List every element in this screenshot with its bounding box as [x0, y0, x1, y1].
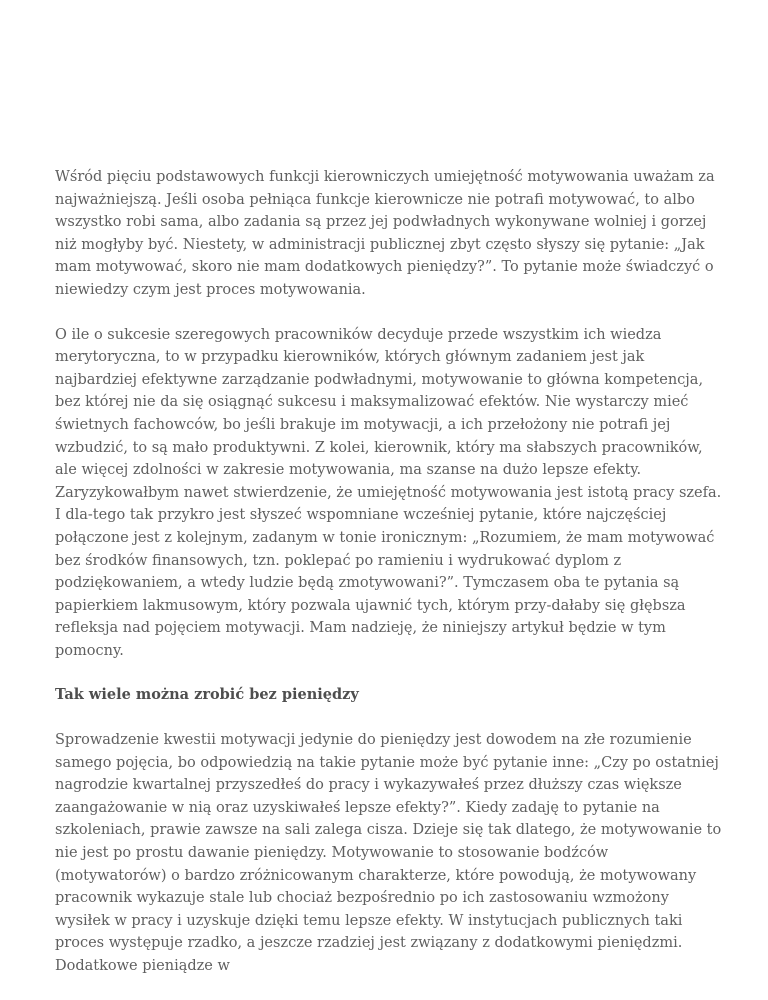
article-body	[55, 166, 723, 1000]
paragraph-money-motivation: Sprowadzenie kwestii motywacji jedynie do pieniędzy jest dowodem na złe rozumienie samego pojęcia, bo odpowiedzią na takie pytanie może być pytanie inne: „Czy po ostatniej nagrodzie kwartalnej przyszedłeś do pracy i wykazywałeś przez dłuższy czas większe zaangażowanie w nią oraz uzyskiwałeś lepsze efekty?”. Kiedy zadaję to pytanie na szkoleniach, prawie zawsze na sali zalega cisza. Dzieje się tak dlatego, że motywowanie to nie jest po prostu dawanie pieniędzy. Motywowanie to stosowanie bodźców (motywatorów) o bardzo zróżnicowanym charakterze, które powodują, że motywowany pracownik wykazuje stale lub chociaż bezpośrednio po ich zastosowaniu wzmożony wysiłek w pracy i uzyskuje dzięki temu lepsze efekty. W instytucjach publicznych taki proces występuje rzadko, a jeszcze rzadziej jest związany z dodatkowymi pieniędzmi. Dodatkowe pieniądze w	[55, 732, 722, 974]
section-heading: Tak wiele można zrobić bez pieniędzy	[55, 686, 359, 704]
paragraph-motivation-competence: O ile o sukcesie szeregowych pracowników decyduje przede wszystkim ich wiedza merytoryczna, to w przypadku kierowników, których głównym zadaniem jest jak najbardziej efektywne zarządzanie podwładnymi, motywowanie to główna kompetencja, bez której nie da się osiągnąć sukcesu i maksymalizować efektów. Nie wystarczy mieć świetnych fachowców, bo jeśli brakuje im motywacji, a ich przełożony nie potrafi jej wzbudzić, to są mało produktywni. Z kolei, kierownik, który ma słabszych pracowników, ale więcej zdolności w zakresie motywowania, ma szanse na dużo lepsze efekty. Zaryzykowałbym nawet stwierdzenie, że umiejętność motywowania jest istotą pracy szefa. I dla-tego tak przykro jest słyszeć wspomniane wcześniej pytanie, które najczęściej połączone jest z kolejnym, zadanym w tonie ironicznym: „Rozumiem, że mam motywować bez środków finansowych, tzn. poklepać po ramieniu i wydrukować dyplom z podziękowaniem, a wtedy ludzie będą zmotywowani?”. Tymczasem oba te pytania są papierkiem lakmusowym, który pozwala ujawnić tych, którym przy-dałaby się głębsza refleksja nad pojęciem motywacji. Mam nadzieję, że niniejszy artykuł będzie w tym pomocny.	[55, 326, 722, 659]
paragraph-intro: Wśród pięciu podstawowych funkcji kierowniczych umiejętność motywowania uważam za najważniejszą. Jeśli osoba pełniąca funkcje kierownicze nie potrafi motywować, to albo wszystko robi sama, albo zadania są przez jej podwładnych wykonywane wolniej i gorzej niż mogłyby być. Niestety, w administracji publicznej zbyt często słyszy się pytanie: „Jak mam motywować, skoro nie mam dodatkowych pieniędzy?”. To pytanie może świadczyć o niewiedzy czym jest proces motywowania.	[55, 169, 715, 298]
